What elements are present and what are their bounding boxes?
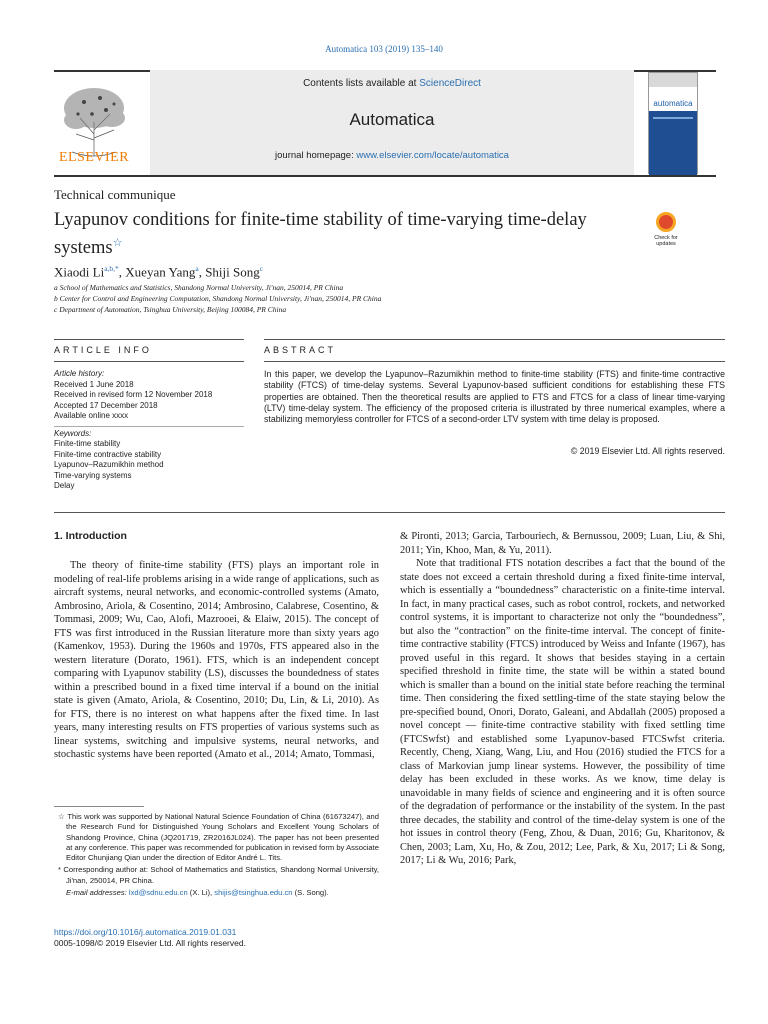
cover-blue-band <box>649 111 697 175</box>
cover-top-band <box>649 73 697 87</box>
body-top-rule <box>54 512 725 513</box>
body-column-right <box>400 530 725 868</box>
affiliation-list <box>54 282 381 315</box>
affiliation-item: b Center for Control and Engineering Computation, Shandong Normal University, Ji'nan, 250014, PR China <box>54 294 382 303</box>
sciencedirect-link[interactable]: ScienceDirect <box>419 78 481 89</box>
funding-footnote: ☆ This work was supported by National Natural Science Foundation of China (61673247), and the Research Fund for Distinguished Young Scholars and Excellent Young Scholars of Shandong Province, China (JQ201719, ZR2016JL024). The paper has not been presented at any conference. This paper was recommended for publication in revised form by Associate Editor Chunjiang Qian under the direction of Editor André L. Tits. <box>58 812 379 863</box>
author-affiliation-mark[interactable]: a <box>195 264 199 273</box>
abstract-text: In this paper, we develop the Lyapunov–Razumikhin method to finite-time stability (FTS) and finite-time contractive stability (FTCS) of time-delay systems. Several Lyapunov-based sufficient conditions for establishing these FTS properties are obtained. Then the theoretical results are applied to FTS and FTCS for a class of linear time-varying (LTV) time-delay system. The efficiency of the proposed criteria is illustrated by three numerical examples, where a stabilizing memoryless controller for FTCS of a second-order LTV system with time delay is proposed. <box>264 369 725 425</box>
email-footnote <box>54 888 379 898</box>
cover-title: automatica <box>653 99 693 108</box>
email-owner: (X. Li), <box>187 888 215 898</box>
email-link[interactable]: lxd@sdnu.edu.cn <box>128 888 188 898</box>
masthead-center-box <box>150 70 634 176</box>
keyword-item: Finite-time contractive stability <box>54 449 162 459</box>
keywords-heading: Keywords: <box>54 428 92 438</box>
title-footnote-mark[interactable]: ☆ <box>112 237 123 249</box>
contents-line <box>150 78 634 89</box>
history-heading: Article history: <box>54 369 105 378</box>
doi-link[interactable]: https://doi.org/10.1016/j.automatica.2019.01.031 <box>54 927 237 937</box>
body-column-left <box>54 559 379 762</box>
footnotes <box>54 812 379 900</box>
doi-block <box>54 927 246 949</box>
check-updates-label: Check for updates <box>654 235 678 247</box>
article-info-panel <box>54 369 244 492</box>
elsevier-wordmark: ELSEVIER <box>58 150 130 165</box>
abstract-sub-rule <box>264 361 725 362</box>
body-paragraph-continued: & Pironti, 2013; Garcia, Tarbouriech, & Bernussou, 2009; Luan, Liu, & Shi, 2011; Yin, Khoo, Man, & Yu, 2011). <box>400 531 725 556</box>
article-type: Technical communique <box>54 187 176 202</box>
journal-masthead <box>54 70 716 176</box>
body-paragraph: The theory of finite-time stability (FTS) plays an important role in modeling of real-life problems arising in a wide range of applications, such as aircraft systems, neural networks, and economic-controlled systems (Amato, Ambrosino, Ariola, & Cosentino, 2014; Ambrosino, Calabrese, Cosentino, & Tommasi, 2009; Wu, Cao, Alofi, Mazrooei, & Elaiw, 2015). The concept of FTS was first introduced in the Russian literature more than sixty years ago (Kamenkov, 1953). During the 1960s and 1970s, FTS appeared also in the western literature (Dorato, 1961). FTS, which is an independent concept comparing with Lyapunov stability (LS), discusses the boundedness of states within a prescribed bound in a fixed time interval if a bound on the initial state is given (Amato, Ariola, & Cosentino, 2010; Du, Lin, & Li, 2010). As for FTS, there is no interest on what happens after the fixed time. In last years, many interesting results on FTS properties of various systems such as linear systems, switching and impulsive systems, neural networks, and stochastic systems have been reported (Amato et al., 2014; Amato, Tommasi, <box>54 560 379 760</box>
keyword-item: Time-varying systems <box>54 470 132 480</box>
article-info-sub-rule <box>54 361 244 362</box>
abstract-heading: ABSTRACT <box>264 345 337 355</box>
check-for-updates-badge[interactable] <box>648 212 684 252</box>
article-info-heading: ARTICLE INFO <box>54 345 152 355</box>
check-updates-icon <box>656 212 676 232</box>
footnote-rule <box>54 806 144 807</box>
abstract-copyright: © 2019 Elsevier Ltd. All rights reserved. <box>570 446 725 456</box>
email-label: E-mail addresses: <box>66 888 129 898</box>
section-heading-introduction: 1. Introduction <box>54 530 127 542</box>
issn-copyright: 0005-1098/© 2019 Elsevier Ltd. All rights reserved. <box>54 938 246 948</box>
keyword-item: Lyapunov–Razumikhin method <box>54 460 164 469</box>
homepage-line <box>150 150 634 161</box>
masthead-bottom-rule <box>54 175 716 177</box>
journal-cover-thumbnail[interactable] <box>648 72 698 174</box>
author-name[interactable]: Xiaodi Li <box>54 264 105 280</box>
homepage-prefix: journal homepage: <box>275 150 357 161</box>
body-paragraph: Note that traditional FTS notation describes a fact that the bound of the state does not exceed a certain threshold during a fixed finite-time interval, which is essentially a “boundedness” characteristic on a finite-time interval. In fact, in many practical cases, such as robot control, rockets, and networked control systems, it is important to characterize not only the “boundedness”, but also the “contraction” on the finite-time interval. The concept of finite-time contractive stability (FTCS) introduced by Weiss and Infante (1967), has proved useful in this regard. It shows that besides staying in a certain specified threshold in finite time, the state will be within a stated bound which is smaller than a bound on the initial state before reaching the terminal time. Then considering the fixed settling-time of the state staying below the pre-specified bound, Onori, Dorato, Galeani, and Abdallah (2005) proposed a novel concept — finite-time contractive stability with fixed settling time (FTCSwfst) and established some Lyapunov-based FTCSwfst criteria. Recently, Cheng, Xiang, Wang, Liu, and Hou (2016) studied the FTCS for a class of Markovian jump linear systems. However, the possibility of time delay has been excluded in these works. As we know, time delay is unavoidable in many fields of science and engineering and it is often source of the degradation of performance or the instability of the system. In the past three decades, the stability and control of the time-delay system is one of the hot issues in control theory (Feng, Zhou, & Duan, 2016; Gu, Kharitonov, & Chen, 2003; Lam, Xu, Ho, & Zou, 2012; Lee, Park, & Xu, 2017; Li & Song, 2017; Li & Wu, 2016; Park, <box>400 558 725 866</box>
author-affiliation-mark[interactable]: a,b,* <box>104 264 119 273</box>
corresponding-author-footnote: * Corresponding author at: School of Mathematics and Statistics, Shandong Normal University, Ji'nan, 250014, PR China. <box>58 865 379 885</box>
affiliation-item: c Department of Automation, Tsinghua University, Beijing 100084, PR China <box>54 305 287 314</box>
author-affiliation-mark[interactable]: c <box>259 264 264 273</box>
email-link[interactable]: shijis@tsinghua.edu.cn <box>214 888 293 898</box>
article-info-rule <box>54 339 244 340</box>
article-title-text: Lyapunov conditions for finite-time stability of time-varying time-delay systems <box>54 210 587 259</box>
journal-homepage-link[interactable]: www.elsevier.com/locate/automatica <box>356 150 509 161</box>
author-name[interactable]: Xueyan Yang <box>125 264 196 280</box>
history-item: Received in revised form 12 November 2018 <box>54 390 213 399</box>
journal-name: Automatica <box>349 110 435 129</box>
author-name[interactable]: Shiji Song <box>205 264 260 280</box>
contents-prefix: Contents lists available at <box>303 78 420 89</box>
abstract-rule <box>264 339 725 340</box>
cover-stripe <box>653 117 693 119</box>
history-item: Accepted 17 December 2018 <box>54 400 158 410</box>
journal-reference-link[interactable]: Automatica 103 (2019) 135–140 <box>325 44 443 54</box>
email-owner: (S. Song). <box>292 888 329 898</box>
history-item: Available online xxxx <box>54 411 129 420</box>
history-item: Received 1 June 2018 <box>54 379 134 389</box>
affiliation-item: a School of Mathematics and Statistics, Shandong Normal University, Ji'nan, 250014, PR China <box>54 283 344 292</box>
author-list: Xiaodi $Li^{a,b,*}$, Xueyan Yang$^a$, Shiji Song$^c$ <box>54 264 264 280</box>
keyword-item: Finite-time stability <box>54 439 121 448</box>
keyword-item: Delay <box>54 481 75 490</box>
article-title <box>54 209 614 260</box>
info-divider <box>54 426 244 427</box>
